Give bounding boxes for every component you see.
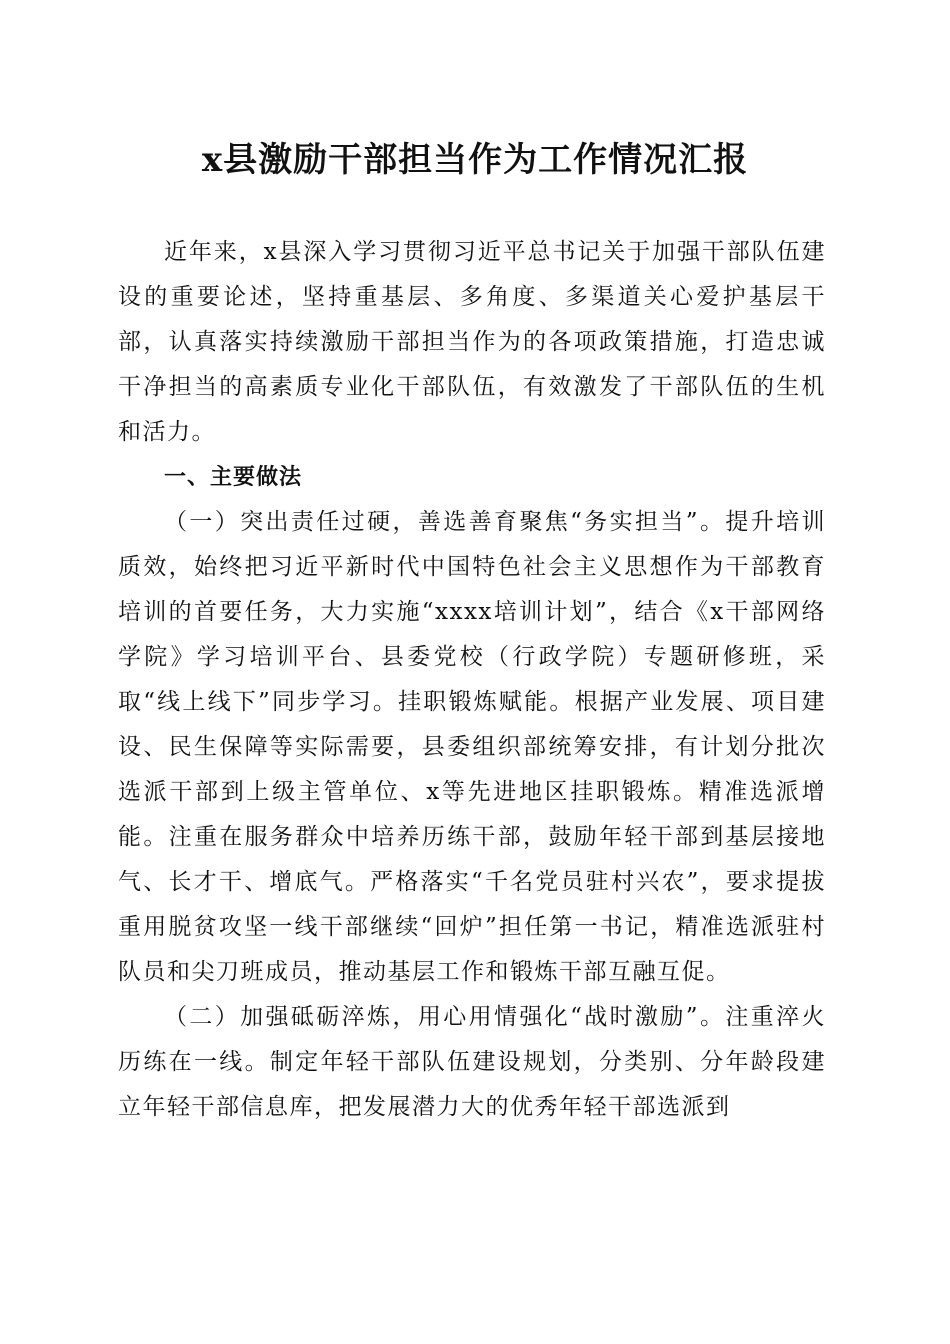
point-one-paragraph: （一）突出责任过硬，善选善育聚焦“务实担当”。提升培训质效，始终把习近平新时代中国特色社会主义思想作为干部教育培训的首要任务，大力实施“xxxx培训计划”，结合《x干部网络学院》学习培训平台、县委党校（行政学院）专题研修班，采取“线上线下”同步学习。挂职锻炼赋能。根据产业发展、项目建设、民生保障等实际需要，县委组织部统筹安排，有计划分批次选派干部到上级主管单位、x等先进地区挂职锻炼。精准选派增能。注重在服务群众中培养历练干部，鼓励年轻干部到基层接地气、长才干、增底气。严格落实“千名党员驻村兴农”，要求提拔重用脱贫攻坚一线干部继续“回炉”担任第一书记，精准选派驻村队员和尖刀班成员，推动基层工作和锻炼干部互融互促。: [118, 509, 826, 985]
intro-paragraph: 近年来，x县深入学习贯彻习近平总书记关于加强干部队伍建设的重要论述，坚持重基层、多角度、多渠道关心爱护基层干部，认真落实持续激励干部担当作为的各项政策措施，打造忠诚干净担当的高素质专业化干部队伍，有效激发了干部队伍的生机和活力。: [118, 239, 826, 445]
point-two-paragraph: （二）加强砥砺淬炼，用心用情强化“战时激励”。注重淬火历练在一线。制定年轻干部队伍建设规划，分类别、分年龄段建立年轻干部信息库，把发展潜力大的优秀年轻干部选派到: [118, 1004, 826, 1120]
section-heading-main-practices: 一、主要做法: [164, 465, 303, 490]
document-body: [118, 230, 826, 1130]
document-title: x县激励干部担当作为工作情况汇报: [201, 140, 749, 180]
